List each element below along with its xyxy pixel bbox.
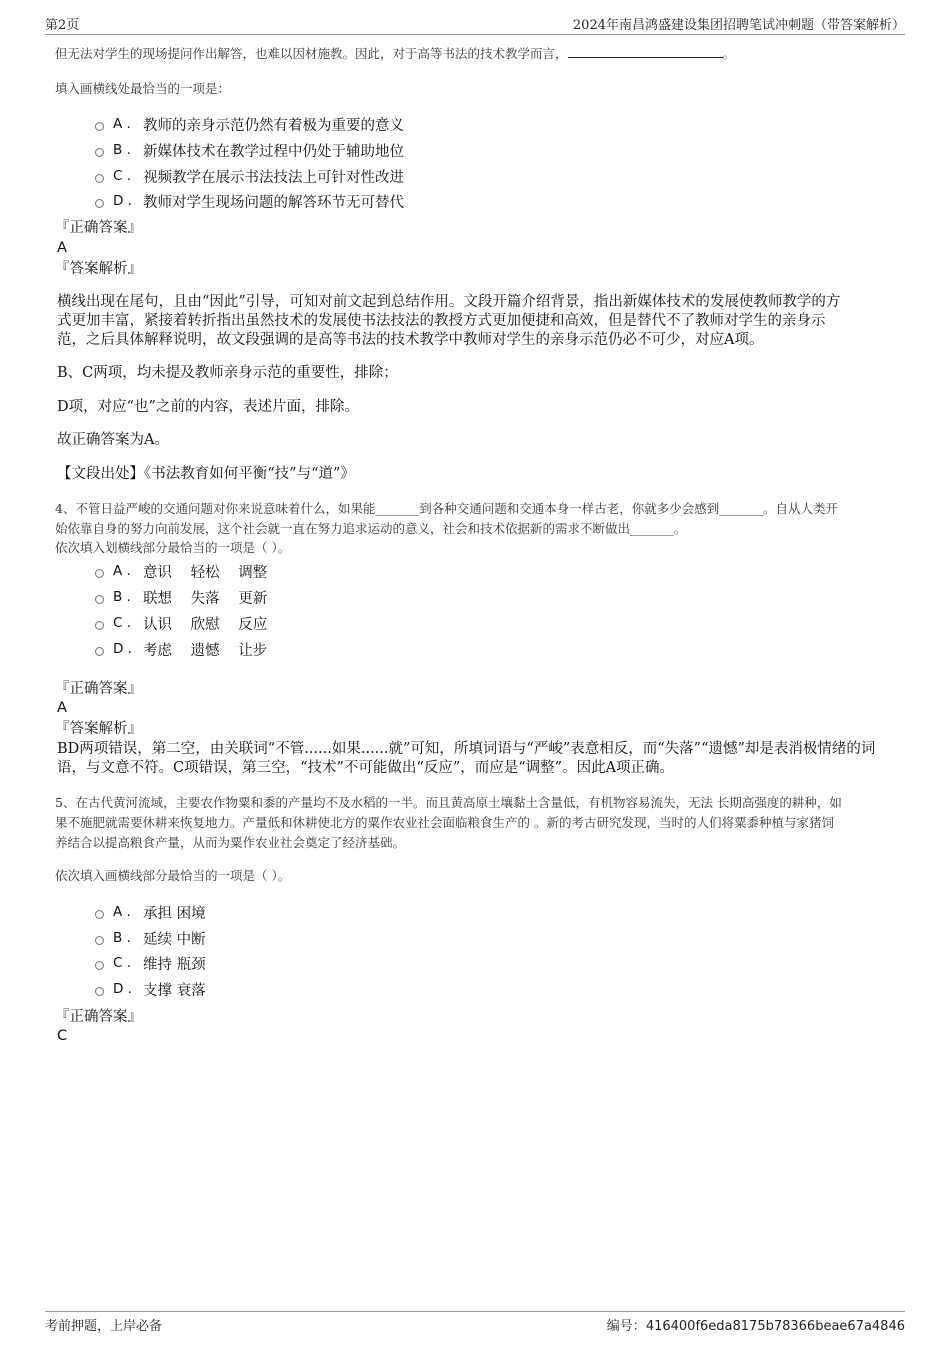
footer-slogan: 考前押题，上岸必备 xyxy=(45,1319,163,1334)
page-number: 第2页 xyxy=(45,18,80,33)
q5-prompt: 依次填入画横线部分最恰当的一项是（ ）。 xyxy=(55,868,291,883)
q4-option-b[interactable]: B . 联想 失落 更新 xyxy=(95,587,267,607)
radio-icon[interactable] xyxy=(95,621,104,630)
radio-icon[interactable] xyxy=(95,961,104,970)
radio-icon[interactable] xyxy=(95,647,104,656)
radio-icon[interactable] xyxy=(95,987,104,996)
q4-option-c[interactable]: C . 认识 欣慰 反应 xyxy=(95,613,267,633)
radio-icon[interactable] xyxy=(95,569,104,578)
q4-answer-label: 『正确答案』 xyxy=(55,681,142,697)
q5-option-b[interactable]: B . 延续 中断 xyxy=(95,928,206,948)
footer-code: 编号：416400f6eda8175b78366beae67a4846 xyxy=(606,1319,905,1334)
q3-option-b[interactable]: B . 新媒体技术在教学过程中仍处于辅助地位 xyxy=(95,140,404,160)
page-header xyxy=(45,14,905,35)
radio-icon[interactable] xyxy=(95,910,104,919)
answer-blank xyxy=(568,46,723,58)
q5-stem-line: 果不施肥就需要休耕来恢复地力。产量低和休耕使北方的粟作农业社会面临粮食生产的 。新的考古研究发现，当时的人们将粟黍种植与家猪饲 xyxy=(55,815,834,830)
radio-icon[interactable] xyxy=(95,148,104,157)
q4-analysis-line: 语，与文意不符。C项错误，第三空，“技术”不可能做出“反应”，而应是“调整”。因此A项正确。 xyxy=(57,760,675,776)
radio-icon[interactable] xyxy=(95,936,104,945)
q4-prompt: 依次填入划横线部分最恰当的一项是（ ）。 xyxy=(55,540,291,555)
q4-stem-line: 始依靠自身的努力向前发展，这个社会就一直在努力追求运动的意义，社会和技术依据新的需求不断做出_______。 xyxy=(55,521,687,536)
q3-answer: A xyxy=(57,240,67,256)
q3-option-c[interactable]: C . 视频教学在展示书法技法上可针对性改进 xyxy=(95,166,404,186)
q3-analysis-line: D项，对应“也”之前的内容，表述片面，排除。 xyxy=(57,399,359,415)
radio-icon[interactable] xyxy=(95,174,104,183)
q3-analysis-line: 故正确答案为A。 xyxy=(57,432,169,448)
document-title: 2024年南昌鸿盛建设集团招聘笔试冲刺题（带答案解析） xyxy=(572,18,905,33)
q5-answer: C xyxy=(57,1028,68,1044)
q4-option-d[interactable]: D . 考虑 遗憾 让步 xyxy=(95,639,267,659)
radio-icon[interactable] xyxy=(95,122,104,131)
q3-option-d[interactable]: D . 教师对学生现场问题的解答环节无可替代 xyxy=(95,191,404,211)
q3-analysis-label: 『答案解析』 xyxy=(55,261,142,277)
q5-stem-line: 5、在古代黄河流域，主要农作物粟和黍的产量均不及水稻的一半。而且黄高原土壤黏土含量低，有机物容易流失，无法 长期高强度的耕种，如 xyxy=(55,795,842,810)
q3-analysis-line: 式更加丰富，紧接着转折指出虽然技术的发展使书法技法的教授方式更加便捷和高效，但是替代不了教师对学生的亲身示 xyxy=(57,313,826,329)
q5-stem-line: 养结合以提高粮食产量，从而为粟作农业社会奠定了经济基础。 xyxy=(55,835,406,850)
radio-icon[interactable] xyxy=(95,595,104,604)
q3-analysis-line: 范，之后具体解释说明，故文段强调的是高等书法的技术教学中教师对学生的亲身示范仍必不可少，对应A项。 xyxy=(57,332,764,348)
q3-option-a[interactable]: A . 教师的亲身示范仍然有着极为重要的意义 xyxy=(95,114,404,134)
q4-analysis-label: 『答案解析』 xyxy=(55,721,142,737)
q3-answer-label: 『正确答案』 xyxy=(55,220,142,236)
q4-stem-line: 4、不管日益严峻的交通问题对你来说意味着什么，如果能_______到各种交通问题和交通本身一样古老，你就多少会感到_______。自从人类开 xyxy=(55,501,838,516)
q4-answer: A xyxy=(57,700,67,716)
q3-analysis-line: 横线出现在尾句，且由“因此”引导，可知对前文起到总结作用。文段开篇介绍背景，指出新媒体技术的发展使教师教学的方 xyxy=(57,294,841,310)
page-footer xyxy=(45,1311,905,1334)
q3-stem-tail: 但无法对学生的现场提问作出解答，也难以因材施教。因此，对于高等书法的技术教学而言， 。 xyxy=(55,46,736,61)
q4-option-a[interactable]: A . 意识 轻松 调整 xyxy=(95,561,267,581)
q5-option-a[interactable]: A . 承担 困境 xyxy=(95,902,206,922)
q3-source: 【文段出处】《书法教育如何平衡“技”与“道”》 xyxy=(57,466,355,482)
radio-icon[interactable] xyxy=(95,199,104,208)
q5-option-c[interactable]: C . 维持 瓶颈 xyxy=(95,953,206,973)
q3-prompt: 填入画横线处最恰当的一项是： xyxy=(55,81,231,96)
q3-analysis-line: B、C两项，均未提及教师亲身示范的重要性，排除； xyxy=(57,365,398,381)
q5-answer-label: 『正确答案』 xyxy=(55,1009,142,1025)
q4-analysis-line: BD两项错误，第二空，由关联词“不管......如果......就”可知，所填词语与“严峻”表意相反，而“失落”“遗憾”却是表消极情绪的词 xyxy=(57,741,876,757)
q5-option-d[interactable]: D . 支撑 衰落 xyxy=(95,979,206,999)
